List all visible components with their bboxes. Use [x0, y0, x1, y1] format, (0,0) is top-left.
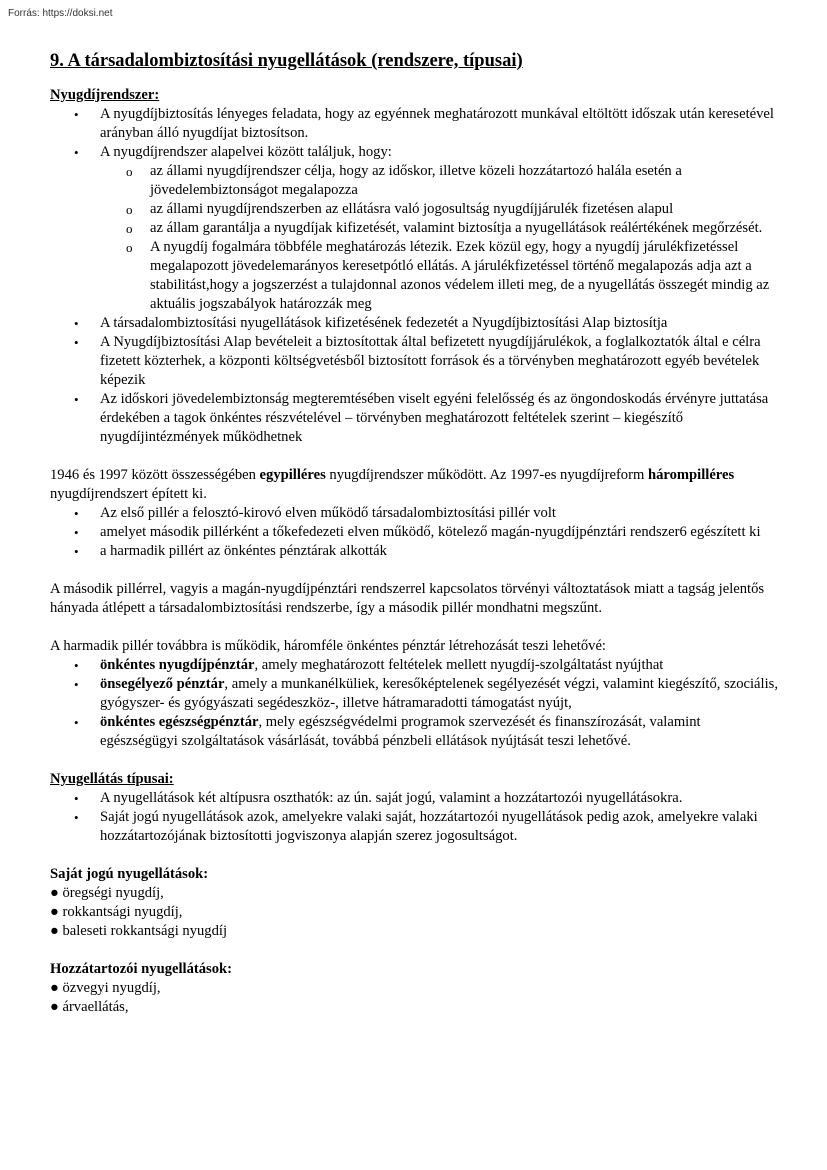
circle-bullet-icon: o	[126, 202, 133, 217]
list-item: • Az első pillér a felosztó-kirovó elven működő társadalombiztosítási pillér volt	[74, 505, 556, 521]
sublist-item: o A nyugdíj fogalmára többféle meghatározás létezik. Ezek közül egy, hogy a nyugdíj járulékfizetéssel megalapozott jövedelemarányos keresetpótló ellátás. A járulékfizetéssel történő megalapozás adja azt a stabilitást,hogy a jogszerzést a tulajdonnal azonos védelem illeti meg, de a nyugellátás összegét mindig az aktuális jogszabályok határozzák meg	[126, 239, 770, 312]
sublist-item: o az állami nyugdíjrendszer célja, hogy az időskor, illetve közeli hozzátartozó halála esetén a jövedelembiztonságot megalapozza	[126, 163, 682, 198]
list-item: ● özvegyi nyugdíj,	[50, 980, 161, 996]
list-item: • A nyugdíjrendszer alapelvei között találjuk, hogy: o az állami nyugdíjrendszer célja, hogy az időskor, illetve közeli hozzátartozó halála esetén a jövedelembiztonságot megalapozza o az állami nyugdíjrendszerben az ellátásra való jogosultság nyugdíjjárulék fizetésen alapul o az állam garantálja a nyugdíjak kifizetését, valamint biztosítja a nyugellátások reálértékének megőrzését. o A nyugdíj fogalmára többféle meghatározás létezik. Ezek közül egy, hogy a nyugdíj járulékfizetéssel megalapozott jövedelemarányos keresetpótló ellátás. A járulékfizetéssel történő megalapozás adja azt a stabilitást,hogy a jogszerzést a tulajdonnal azonos védelem illeti meg, de a nyugellátás összegét mindig az aktuális jogszabályok határozzák meg	[50, 143, 780, 314]
pillars-list	[50, 504, 780, 561]
bullet-icon: •	[74, 791, 79, 806]
bullet-icon: •	[74, 145, 79, 160]
circle-bullet-icon: o	[126, 164, 133, 179]
list-item: • A nyugdíjbiztosítás lényeges feladata, hogy az egyénnek meghatározott munkával eltöltött időszak után keresetével arányban álló nyugdíjat biztosítson.	[74, 106, 774, 141]
bullet-icon: •	[74, 544, 79, 559]
list-item: ● öregségi nyugdíj,	[50, 885, 164, 901]
bullet-icon: •	[74, 392, 79, 407]
second-pillar-paragraph: A második pillérrel, vagyis a magán-nyugdíjpénztári rendszerrel kapcsolatos törvényi változtatások miatt a tagság jelentős hányada átlépett a társadalombiztosítási rendszerbe, így a második pillér mondhatni megszűnt.	[50, 581, 765, 616]
section-heading-own-right: Saját jogú nyugellátások:	[50, 866, 209, 882]
circle-bullet-icon: o	[126, 221, 133, 236]
list-item: ● baleseti rokkantsági nyugdíj	[50, 923, 228, 939]
bullet-icon: •	[74, 525, 79, 540]
list-item: • A társadalombiztosítási nyugellátások kifizetésének fedezetét a Nyugdíjbiztosítási Alap biztosítja	[74, 315, 668, 331]
list-item: • önsegélyező pénztár, amely a munkanélküliek, keresőképtelenek segélyezését végzi, valamint kiegészítő, szociális, gyógyszer- és gyógyászati segédeszköz-, illetve hátramaradotti támogatást nyújt,	[74, 676, 778, 711]
list-item: • amelyet második pillérként a tőkefedezeti elven működő, kötelező magán-nyugdíjpénztári rendszer6 egészített ki	[74, 524, 761, 540]
list-item: • a harmadik pillért az önkéntes pénztárak alkották	[74, 543, 387, 559]
source-label: Forrás: https://doksi.net	[8, 8, 113, 19]
list-item: • A Nyugdíjbiztosítási Alap bevételeit a biztosítottak által befizetett nyugdíjjárulékok, a foglalkoztatók által e célra fizetett közterhek, a központi költségvetésből biztosított források és a törvényben meghatározott egyéb bevételek képezik	[74, 334, 761, 388]
pillar-history-paragraph: 1946 és 1997 között összességében egypilléres nyugdíjrendszer működött. Az 1997-es nyugdíjreform hárompilléres nyugdíjrendszert épített ki.	[50, 467, 735, 502]
principles-sublist	[100, 162, 780, 314]
section-heading-pension-system: Nyugdíjrendszer:	[50, 87, 160, 103]
bullet-icon: •	[74, 658, 79, 673]
third-pillar-paragraph: A harmadik pillér továbbra is működik, háromféle önkéntes pénztár létrehozását teszi lehetővé:	[50, 638, 606, 654]
list-item: ● árvaellátás,	[50, 999, 129, 1015]
bullet-icon: •	[74, 316, 79, 331]
bullet-icon: •	[74, 715, 79, 730]
document-page	[50, 50, 780, 1017]
list-item: ● rokkantsági nyugdíj,	[50, 904, 183, 920]
sublist-item: o az állam garantálja a nyugdíjak kifizetését, valamint biztosítja a nyugellátások reálértékének megőrzését.	[126, 220, 763, 236]
list-item: • A nyugellátások két altípusra oszthatók: az ún. saját jogú, valamint a hozzátartozói nyugellátásokra.	[74, 790, 683, 806]
section-heading-pension-types: Nyugellátás típusai:	[50, 771, 174, 787]
pension-types-list	[50, 789, 780, 846]
circle-bullet-icon: o	[126, 240, 133, 255]
section-heading-survivor: Hozzátartozói nyugellátások:	[50, 961, 232, 977]
list-item: • önkéntes egészségpénztár, mely egészségvédelmi programok szervezését és finanszírozását, valamint egészségügyi szolgáltatások vásárlását, továbbá pénzbeli ellátások nyújtását teszi lehetővé.	[74, 714, 701, 749]
list-item: • önkéntes nyugdíjpénztár, amely meghatározott feltételek mellett nyugdíj-szolgáltatást nyújthat	[74, 657, 664, 673]
bullet-icon: •	[74, 335, 79, 350]
bullet-icon: •	[74, 677, 79, 692]
bullet-icon: •	[74, 107, 79, 122]
pension-system-list	[50, 105, 780, 447]
list-item: • Saját jogú nyugellátások azok, amelyekre valaki saját, hozzátartozói nyugellátások pedig azok, amelyekre valaki hozzátartozójának biztosítotti jogviszonya alapján szerez jogosultságot.	[74, 809, 758, 844]
sublist-item: o az állami nyugdíjrendszerben az ellátásra való jogosultság nyugdíjjárulék fizetésen alapul	[126, 201, 674, 217]
bullet-icon: •	[74, 810, 79, 825]
list-item: • Az időskori jövedelembiztonság megteremtésében viselt egyéni felelősség és az öngondoskodás érvényre juttatása érdekében a tagok önkéntes részvételével – törvényben meghatározott feltételek szerint – kiegészítő nyugdíjintézmények működhetnek	[74, 391, 769, 445]
page-title: 9. A társadalombiztosítási nyugellátások (rendszere, típusai)	[50, 51, 523, 71]
voluntary-funds-list	[50, 656, 780, 751]
bullet-icon: •	[74, 506, 79, 521]
